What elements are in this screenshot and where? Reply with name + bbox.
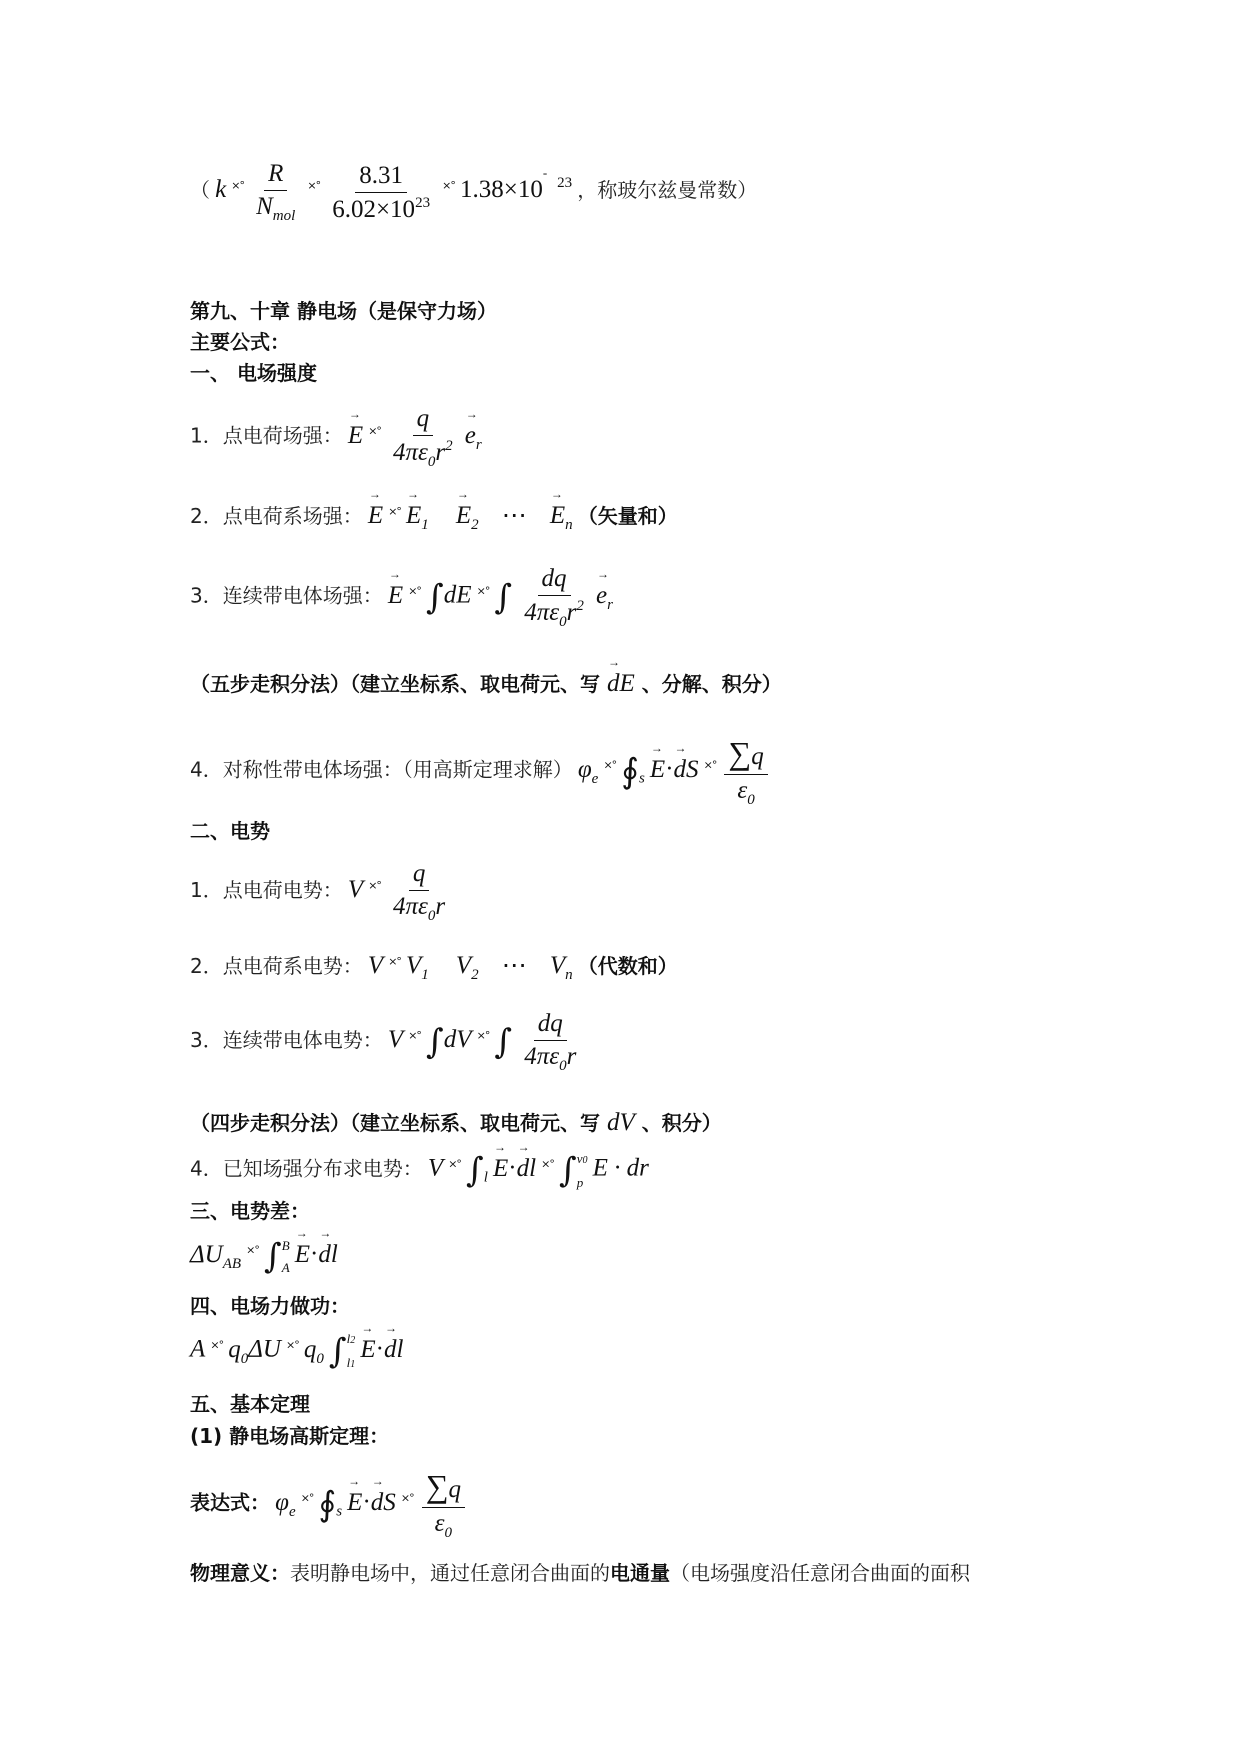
nmol-symbol: $N_{mol}$ [256, 193, 296, 224]
formula-label: 4．对称性带电体场强：（用高斯定理求解） [190, 757, 573, 782]
formula-label: 2．点电荷系电势： [190, 954, 363, 978]
formula-label: 3．连续带电体电势： [190, 1028, 383, 1052]
r-symbol: R [264, 160, 287, 191]
equals-glyph: ×° [442, 179, 455, 192]
expression-label: 表达式： [190, 1490, 270, 1515]
formula-label: 3．连续带电体场强： [190, 583, 383, 608]
potential-from-field-formula: 4．已知场强分布求电势： V ×° ∫l → E·→ dl ×° ∫ v0 p E · dr [190, 1148, 649, 1194]
charge-system-potential-formula: 2．点电荷系电势： V ×° $V_1$ $V_2$ ⋯ $V_n$ （代数和） [190, 952, 678, 983]
open-paren: （ [190, 178, 210, 202]
boltzmann-formula [190, 160, 757, 225]
point-charge-field-formula [190, 405, 482, 471]
continuous-body-potential-formula: 3．连续带电体电势： V ×° ∫dV ×° ∫ $\frac{dq}{4\pi\varepsilon_0r}$ [190, 1010, 577, 1074]
section-potential: 二、电势 [190, 819, 270, 843]
formula-label: 4．已知场强分布求电势： [190, 1156, 423, 1181]
e-vector: → E [348, 422, 363, 450]
meaning-label: 物理意义： [190, 1561, 290, 1585]
chapter-title: 第九、十章 静电场（是保守力场） [190, 299, 497, 323]
section-electric-field: 一、 电场强度 [190, 361, 317, 385]
fraction-r-over-nmol [252, 160, 299, 225]
unit-vector: → $e_r$ [465, 422, 482, 454]
equals-glyph: ×° [231, 179, 245, 192]
boltzmann-note: ，称玻尔兹曼常数） [577, 178, 758, 202]
main-formulas-label: 主要公式： [190, 330, 290, 354]
potential-difference-formula: $\Delta U_{AB}$ ×° ∫ B A → E·→ dl [190, 1235, 338, 1279]
point-charge-potential-formula: 1．点电荷电势： V ×° $\frac{q}{4\pi\varepsilon_0r}$ [190, 860, 446, 924]
work-formula: A ×° $q_0\Delta U$ ×° $q_0$ ∫ l2 l1 → E·→ dl [190, 1328, 403, 1376]
vector-sum-note: （矢量和） [577, 504, 678, 528]
electric-flux-term: 电通量 [610, 1561, 670, 1585]
section-work: 四、电场力做功： [190, 1294, 350, 1318]
formula-label: 1．点电荷电势： [190, 878, 343, 902]
symmetric-body-field-formula: 4．对称性带电体场强：（用高斯定理求解） $\varphi_e$ ×° ∮s → E·→ dS ×° $\frac{\sum q}{\varepsilon_0}$ [190, 735, 771, 809]
gauss-expression: 表达式： $\varphi_e$ ×° ∮s → E·→ dS ×° $\frac{\sum q}{\varepsilon_0}$ [190, 1468, 468, 1542]
formula-label: 1．点电荷场强： [190, 423, 343, 448]
section-basic-theorems: 五、基本定理 [190, 1392, 310, 1416]
section-potential-difference: 三、电势差： [190, 1199, 310, 1223]
fraction: $\frac{q}{4\pi\varepsilon_0r^2}$ [393, 405, 453, 470]
continuous-body-field-formula: 3．连续带电体场强： → E ×° ∫dE ×° ∫ $\frac{dq}{4\pi\varepsilon_0r^2}$ → $e_r$ [190, 565, 613, 631]
five-step-method: （五步走积分法）（建立坐标系、取电荷元、写 → dE 、分解、积分） [190, 668, 782, 698]
denominator-value: $6.02\times 10^{23}$ [332, 194, 431, 223]
numerator-value: 8.31 [355, 162, 407, 193]
formula-label: 2．点电荷系场强： [190, 504, 363, 528]
equals-glyph: ×° [307, 179, 321, 192]
physical-meaning: 物理意义：表明静电场中，通过任意闭合曲面的电通量（电场强度沿任意闭合曲面的面积 [190, 1561, 970, 1585]
equals-glyph: ×° [368, 424, 381, 438]
result-value: $1.38\times 10^{-23}$ [459, 165, 573, 203]
fraction-numeric [328, 162, 434, 224]
gauss-theorem-title: (1) 静电场高斯定理： [190, 1424, 390, 1448]
charge-system-field-formula: 2．点电荷系场强： → E $^{\times^\circ} \to E_1 \to E_2$ ⋯ → $E_n$ （矢量和） [190, 500, 678, 534]
four-step-method: （四步走积分法）（建立坐标系、取电荷元、写 dV 、积分） [190, 1109, 722, 1136]
k-symbol: k [215, 176, 227, 203]
algebraic-sum-note: （代数和） [577, 954, 678, 978]
